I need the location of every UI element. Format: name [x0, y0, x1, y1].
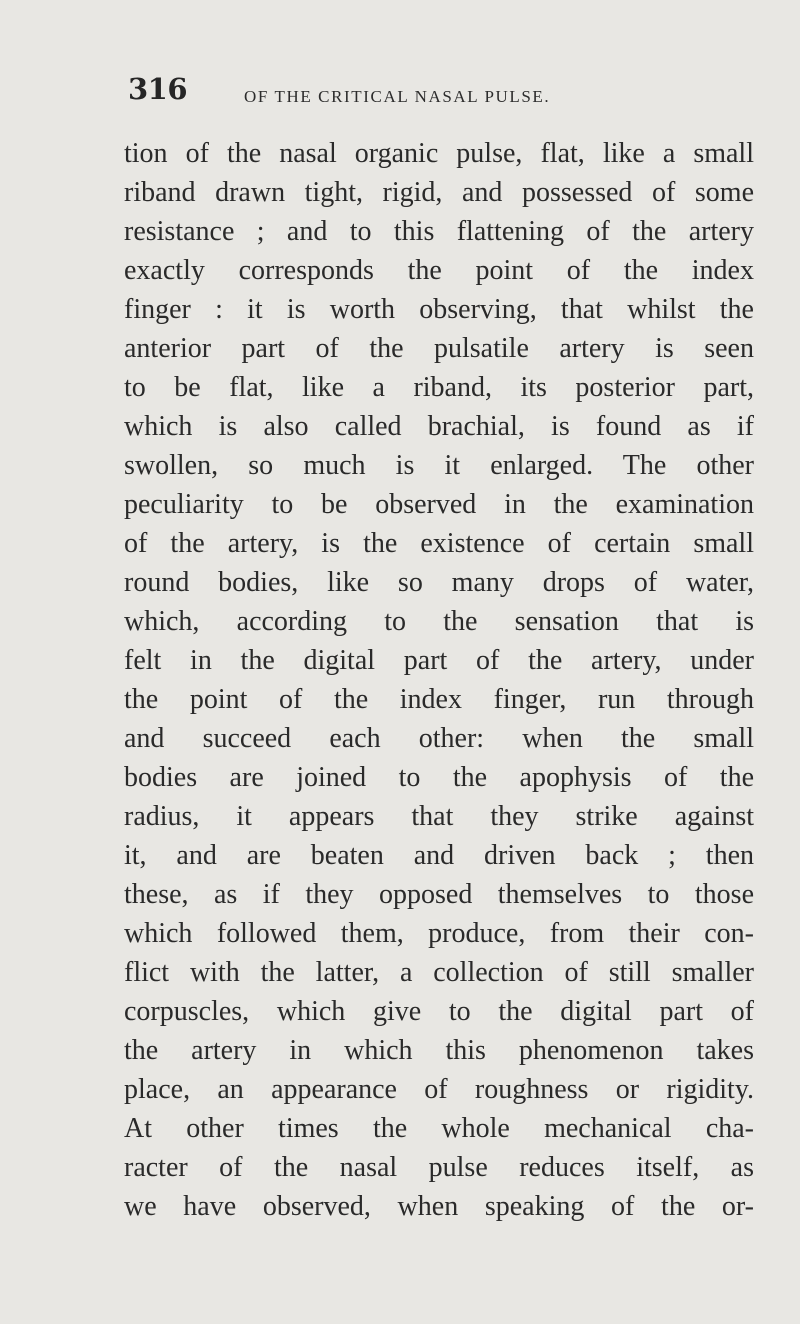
text-line: felt in the digital part of the artery, under: [124, 645, 754, 676]
text-line: radius, it appears that they strike against: [124, 801, 754, 832]
text-line: finger : it is worth observing, that whilst the: [124, 294, 754, 325]
text-line: racter of the nasal pulse reduces itself, as: [124, 1152, 754, 1183]
text-line: to be flat, like a riband, its posterior part,: [124, 372, 754, 403]
text-line: which followed them, produce, from their con-: [124, 918, 754, 949]
text-line: round bodies, like so many drops of water,: [124, 567, 754, 598]
text-line: of the artery, is the existence of certain small: [124, 528, 754, 559]
text-line: bodies are joined to the apophysis of the: [124, 762, 754, 793]
running-title: OF THE CRITICAL NASAL PULSE.: [244, 87, 551, 106]
text-line: peculiarity to be observed in the examination: [124, 489, 754, 520]
text-line: swollen, so much is it enlarged. The other: [124, 450, 754, 481]
text-line: the point of the index finger, run through: [124, 684, 754, 715]
text-line: resistance ; and to this flattening of the artery: [124, 216, 754, 247]
page-number: 316: [128, 72, 188, 106]
text-line: which is also called brachial, is found as if: [124, 411, 754, 442]
text-line: flict with the latter, a collection of still smaller: [124, 957, 754, 988]
text-line: anterior part of the pulsatile artery is seen: [124, 333, 754, 364]
text-line: place, an appearance of roughness or rigidity.: [124, 1074, 754, 1105]
text-line: these, as if they opposed themselves to those: [124, 879, 754, 910]
text-line: the artery in which this phenomenon takes: [124, 1035, 754, 1066]
text-line: which, according to the sensation that is: [124, 606, 754, 637]
text-line: we have observed, when speaking of the or-: [124, 1191, 754, 1222]
text-line: it, and are beaten and driven back ; then: [124, 840, 754, 871]
text-line: riband drawn tight, rigid, and possessed of some: [124, 177, 754, 208]
body-text: [124, 134, 754, 1226]
text-line: At other times the whole mechanical cha-: [124, 1113, 754, 1144]
text-line: tion of the nasal organic pulse, flat, like a small: [124, 138, 754, 169]
text-line: exactly corresponds the point of the index: [124, 255, 754, 286]
text-line: and succeed each other: when the small: [124, 723, 754, 754]
running-head: [128, 72, 728, 112]
text-line: corpuscles, which give to the digital part of: [124, 996, 754, 1027]
